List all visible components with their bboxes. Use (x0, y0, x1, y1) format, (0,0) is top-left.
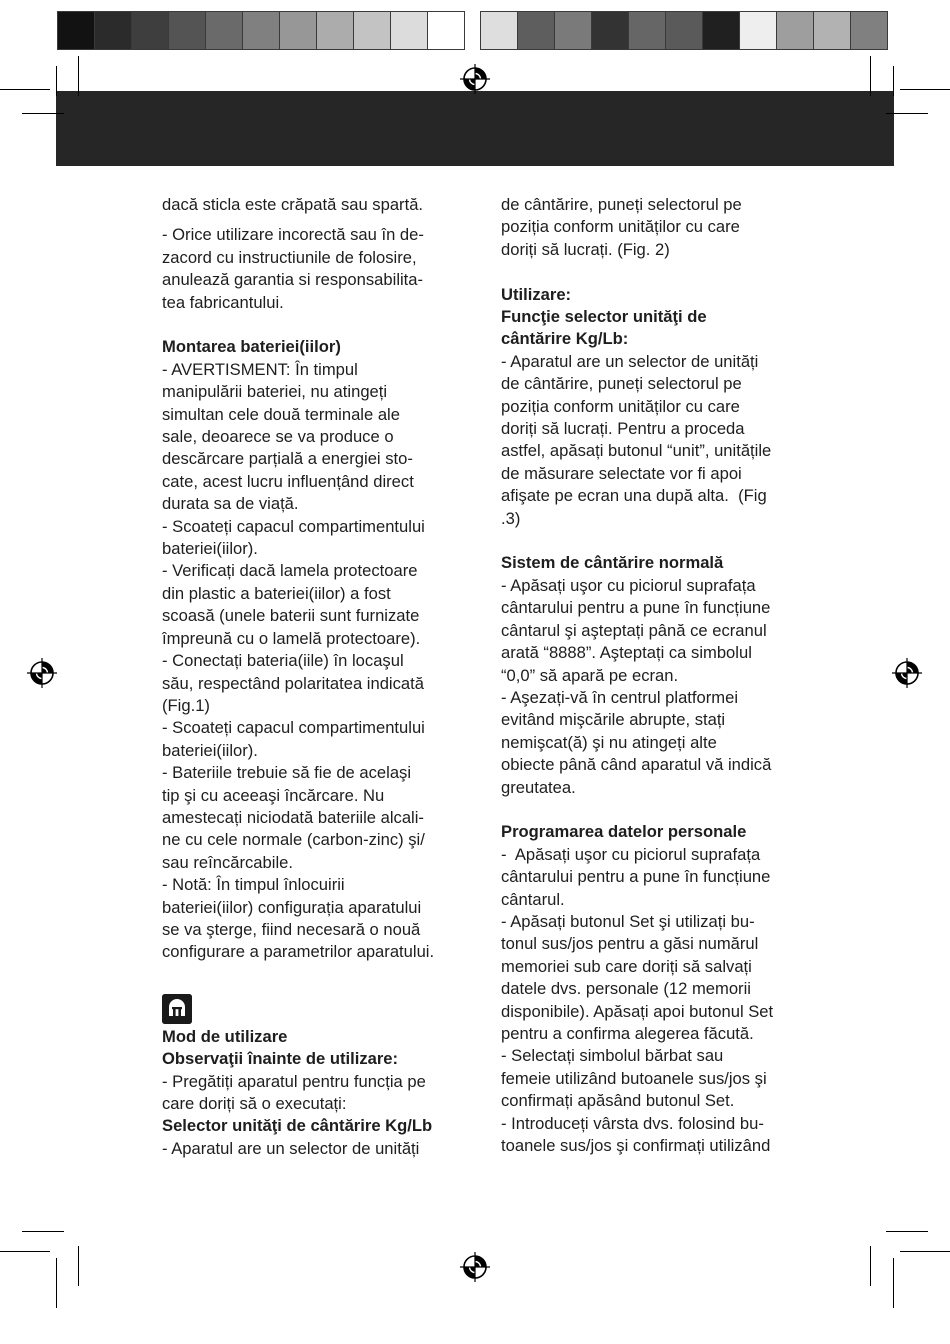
text-line: pentru a confirma alegerea făcută. (501, 1023, 754, 1043)
text-line: toanele sus/jos şi confirmați utilizând (501, 1136, 771, 1156)
color-swatch (205, 11, 243, 50)
text-line: scoasă (unele baterii sunt furnizate (162, 606, 420, 626)
text-line: memoriei sub care doriți să salvați (501, 956, 752, 976)
text-line: - Apăsați uşor cu piciorul suprafața (501, 844, 761, 864)
text-line: tonul sus/jos pentru a găsi numărul (501, 934, 759, 954)
color-swatch (57, 11, 95, 50)
text-line: ne cu cele normale (carbon-zinc) şi/ (162, 830, 425, 850)
paragraph-gap (501, 530, 821, 552)
text-line: - Selectați simbolul bărbat sau (501, 1046, 724, 1066)
crop-mark (893, 66, 894, 96)
color-swatch (739, 11, 777, 50)
section-heading-line: Montarea bateriei(iilor) (162, 337, 341, 357)
text-line: sale, deoarece se va produce o (162, 427, 394, 447)
crop-mark (886, 1231, 928, 1232)
text-line: - Scoateți capacul compartimentului (162, 718, 425, 738)
color-strip-left (58, 11, 465, 50)
color-swatch (813, 11, 851, 50)
text-line: său, respectând polaritatea indicată (162, 673, 424, 693)
color-swatch (316, 11, 354, 50)
right-text-column (501, 194, 821, 1157)
crop-mark (886, 113, 928, 114)
crop-mark (78, 56, 79, 96)
crop-mark (56, 1258, 57, 1308)
crop-mark (22, 1231, 64, 1232)
text-line: - Bateriile trebuie să fie de acelaşi (162, 763, 412, 783)
text-line: amestecați niciodată bateriile alcali- (162, 807, 424, 827)
crop-mark (893, 1258, 894, 1308)
crosshair-target-icon (460, 81, 490, 98)
text-line: - Orice utilizare incorectă sau în de- (162, 225, 424, 245)
text-line: poziția conform unităților cu care (501, 217, 740, 237)
crop-mark (870, 56, 871, 96)
crop-mark (900, 89, 950, 90)
text-line: femeie utilizând butoanele sus/jos şi (501, 1068, 767, 1088)
section-heading-line: Selector unităţi de cântărire Kg/Lb (162, 1116, 433, 1136)
section-heading-line: Programarea datelor personale (501, 822, 747, 842)
text-line: cântarului pentru a pune în funcțiune (501, 867, 771, 887)
color-swatch (554, 11, 592, 50)
color-swatch (702, 11, 740, 50)
text-line: arată “8888”. Aşteptați ca simbolul (501, 643, 752, 663)
text-line: - Aşezați-vă în centrul platformei (501, 687, 739, 707)
crop-mark (0, 89, 50, 90)
registration-mark-left (27, 658, 57, 688)
section-heading-line: Funcţie selector unităţi de (501, 307, 707, 327)
paragraph-gap (162, 216, 474, 224)
section-heading-line: cântărire Kg/Lb: (501, 329, 629, 349)
text-line: tea fabricantului. (162, 292, 284, 312)
crop-mark (900, 1251, 950, 1252)
crop-mark (870, 1246, 871, 1286)
text-line: - Conectați bateria(iile) în locaşul (162, 651, 404, 671)
text-line: care doriți să o executați: (162, 1094, 347, 1114)
text-line: - Verificați dacă lamela protectoare (162, 561, 418, 581)
color-swatch (131, 11, 169, 50)
text-line: bateriei(iilor). (162, 740, 258, 760)
color-swatch (665, 11, 703, 50)
text-line: durata sa de viață. (162, 494, 299, 514)
color-swatch (242, 11, 280, 50)
text-line: - Aparatul are un selector de unități (501, 351, 759, 371)
color-swatch (279, 11, 317, 50)
text-line: - Aparatul are un selector de unități (162, 1138, 420, 1158)
color-swatch (94, 11, 132, 50)
text-line: datele dvs. personale (12 memorii (501, 979, 751, 999)
text-line: se va şterge, fiind necesară o nouă (162, 919, 421, 939)
header-band (56, 91, 894, 166)
text-line: (Fig.1) (162, 695, 210, 715)
paragraph-gap (162, 314, 474, 336)
crosshair-target-icon (892, 675, 922, 692)
text-line: configurare a parametrilor aparatului. (162, 942, 435, 962)
text-line: simultan cele două terminale ale (162, 404, 400, 424)
registration-mark-top (460, 64, 490, 94)
text-line: doriți să lucrați. (Fig. 2) (501, 239, 670, 259)
text-line: anulează garantia si responsabilita- (162, 270, 424, 290)
text-line: .3) (501, 508, 521, 528)
section-heading-line: Utilizare: (501, 284, 572, 304)
text-line: cântarul şi aşteptați până ce ecranul (501, 620, 767, 640)
text-line: cântarul. (501, 889, 565, 909)
text-line: cate, acest lucru influențând direct (162, 471, 414, 491)
text-line: de cântărire, puneți selectorul pe (501, 374, 742, 394)
crop-mark (78, 1246, 79, 1286)
text-line: descărcare parțială a energiei sto- (162, 449, 413, 469)
registration-mark-bottom (460, 1252, 490, 1282)
text-line: confirmați apăsând butonul Set. (501, 1091, 735, 1111)
text-line: împreună cu o lamelă protectoare). (162, 628, 421, 648)
color-swatch (353, 11, 391, 50)
color-swatch (480, 11, 518, 50)
plug-icon (162, 994, 192, 1024)
text-line: tip şi cu aceeaşi încărcare. Nu (162, 785, 385, 805)
text-line: - Apăsați butonul Set şi utilizați bu- (501, 911, 755, 931)
text-line: disponibile). Apăsați apoi butonul Set (501, 1001, 774, 1021)
text-line: bateriei(iilor). (162, 539, 258, 559)
crosshair-target-icon (27, 675, 57, 692)
text-line: - Scoateți capacul compartimentului (162, 516, 425, 536)
text-line: cântarului pentru a pune în funcțiune (501, 598, 771, 618)
color-strip-right (481, 11, 888, 50)
color-swatch (390, 11, 428, 50)
paragraph-gap (162, 964, 474, 994)
text-line: “0,0” să apară pe ecran. (501, 665, 679, 685)
crop-mark (22, 113, 64, 114)
text-line: zacord cu instructiunile de folosire, (162, 247, 417, 267)
section-heading-line: Observaţii înainte de utilizare: (162, 1049, 399, 1069)
section-heading-line: Sistem de cântărire normală (501, 553, 724, 573)
color-swatch (517, 11, 555, 50)
color-swatch (628, 11, 666, 50)
text-line: - Pregătiți aparatul pentru funcția pe (162, 1071, 426, 1091)
registration-mark-right (892, 658, 922, 688)
text-line: manipulării bateriei, nu atingeți (162, 382, 388, 402)
left-text-column (162, 194, 474, 1160)
text-line: obiecte până când aparatul vă indică (501, 755, 772, 775)
paragraph-gap (501, 799, 821, 821)
text-line: de cântărire, puneți selectorul pe (501, 195, 742, 214)
text-line: de măsurare selectate vor fi apoi (501, 463, 742, 483)
text-line: din plastic a bateriei(iilor) a fost (162, 583, 391, 603)
text-line: bateriei(iilor) configurația aparatului (162, 897, 422, 917)
text-line: - Introduceți vârsta dvs. folosind bu- (501, 1113, 764, 1133)
text-line: evitând mişcările abrupte, stați (501, 710, 726, 730)
crosshair-target-icon (460, 1269, 490, 1286)
text-line: dacă sticla este crăpată sau spartă. (162, 195, 424, 214)
color-swatch (850, 11, 888, 50)
text-line: nemişcat(ă) şi nu atingeți alte (501, 732, 717, 752)
crop-mark (0, 1251, 50, 1252)
color-swatch (427, 11, 465, 50)
text-line: sau reîncărcabile. (162, 852, 293, 872)
paragraph-gap (501, 261, 821, 283)
color-swatch (591, 11, 629, 50)
color-swatch (168, 11, 206, 50)
text-line: greutatea. (501, 777, 576, 797)
text-line: - Apăsați uşor cu piciorul suprafața (501, 575, 756, 595)
section-heading-line: Mod de utilizare (162, 1026, 288, 1046)
text-line: astfel, apăsați butonul “unit”, unitățile (501, 441, 772, 461)
text-line: doriți să lucrați. Pentru a proceda (501, 419, 745, 439)
text-line: - AVERTISMENT: În timpul (162, 359, 358, 379)
crop-mark (56, 66, 57, 96)
text-line: poziția conform unităților cu care (501, 396, 740, 416)
color-swatch (776, 11, 814, 50)
text-line: - Notă: În timpul înlocuirii (162, 875, 345, 895)
text-line: afişate pe ecran una după alta. (Fig (501, 486, 767, 506)
